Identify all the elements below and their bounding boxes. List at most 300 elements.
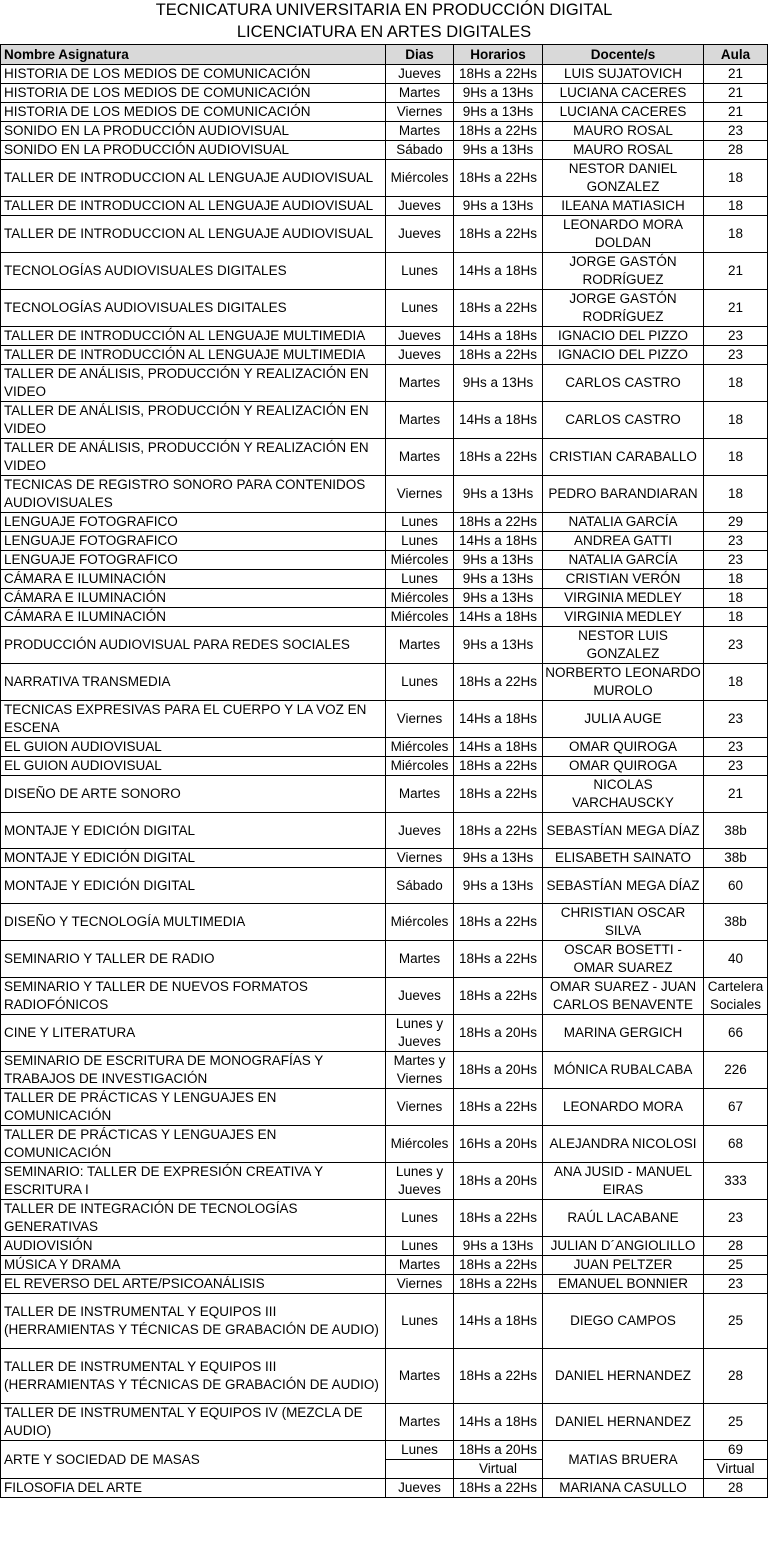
cell-asignatura: EL GUION AUDIOVISUAL (1, 738, 386, 757)
cell-asignatura: DISEÑO DE ARTE SONORO (1, 776, 386, 813)
cell-dias: Jueves (386, 65, 454, 84)
cell-dias: Lunes (386, 290, 454, 327)
cell-docentes: OMAR SUAREZ - JUAN CARLOS BENAVENTE (543, 978, 704, 1015)
cell-docentes: ILEANA MATIASICH (543, 197, 704, 216)
table-row (1, 65, 768, 84)
cell-horarios: 14Hs a 18Hs (454, 608, 543, 627)
cell-docentes: LEONARDO MORA (543, 1089, 704, 1126)
cell-dias: Martes (386, 439, 454, 476)
cell-aula: 23 (704, 1200, 768, 1237)
table-row (1, 1349, 768, 1404)
cell-docentes: MARIANA CASULLO (543, 1479, 704, 1498)
table-row (1, 197, 768, 216)
table-row (1, 1089, 768, 1126)
cell-horarios: 18Hs a 22Hs (454, 1275, 543, 1294)
cell-aula: 18 (704, 197, 768, 216)
cell-horarios: 9Hs a 13Hs (454, 84, 543, 103)
cell-docentes: CARLOS CASTRO (543, 402, 704, 439)
cell-docentes: DANIEL HERNANDEZ (543, 1404, 704, 1441)
header-aula: Aula (704, 45, 768, 65)
table-row (1, 978, 768, 1015)
cell-aula: 25 (704, 1294, 768, 1349)
cell-horarios: 14Hs a 18Hs (454, 532, 543, 551)
cell-asignatura: TALLER DE INTEGRACIÓN DE TECNOLOGÍAS GENERATIVAS (1, 1200, 386, 1237)
cell-asignatura: TECNICAS EXPRESIVAS PARA EL CUERPO Y LA VOZ EN ESCENA (1, 701, 386, 738)
cell-dias: Miércoles (386, 160, 454, 197)
table-row (1, 849, 768, 868)
cell-dias: Lunes (386, 1294, 454, 1349)
cell-docentes: SEBASTÍAN MEGA DÍAZ (543, 813, 704, 849)
cell-asignatura: TALLER DE INTRODUCCION AL LENGUAJE AUDIOVISUAL (1, 216, 386, 253)
cell-dias: Sábado (386, 868, 454, 904)
cell-horarios: 18Hs a 22Hs (454, 776, 543, 813)
cell-horarios: 9Hs a 13Hs (454, 197, 543, 216)
cell-asignatura: CINE Y LITERATURA (1, 1015, 386, 1052)
cell-docentes: VIRGINIA MEDLEY (543, 608, 704, 627)
cell-dias: Martes (386, 941, 454, 978)
cell-aula: 38b (704, 813, 768, 849)
cell-aula: 21 (704, 776, 768, 813)
cell-horarios: 14Hs a 18Hs (454, 402, 543, 439)
cell-aula: 23 (704, 551, 768, 570)
cell-horarios: 18Hs a 22Hs (454, 904, 543, 941)
table-row (1, 122, 768, 141)
cell-horarios: 18Hs a 22Hs (454, 122, 543, 141)
cell-aula: 333 (704, 1163, 768, 1200)
cell-asignatura: FILOSOFIA DEL ARTE (1, 1479, 386, 1498)
cell-dias: Lunes (386, 570, 454, 589)
header-dias: Dias (386, 45, 454, 65)
cell-dias: Jueves (386, 216, 454, 253)
cell-horarios: 18Hs a 22Hs (454, 513, 543, 532)
table-row (1, 365, 768, 402)
table-row (1, 141, 768, 160)
cell-asignatura: TALLER DE INSTRUMENTAL Y EQUIPOS III (HERRAMIENTAS Y TÉCNICAS DE GRABACIÓN DE AUDIO) (1, 1349, 386, 1404)
table-row (1, 1479, 768, 1498)
cell-dias: Martes (386, 402, 454, 439)
cell-docentes: JUAN PELTZER (543, 1256, 704, 1275)
table-row (1, 776, 768, 813)
cell-aula: 40 (704, 941, 768, 978)
cell-dias: Lunes (386, 1237, 454, 1256)
cell-aula: 23 (704, 701, 768, 738)
cell-dias: Miércoles (386, 757, 454, 776)
cell-docentes: NESTOR LUIS GONZALEZ (543, 627, 704, 664)
cell-asignatura: SONIDO EN LA PRODUCCIÓN AUDIOVISUAL (1, 141, 386, 160)
cell-aula: 18 (704, 664, 768, 701)
cell-asignatura: TALLER DE INSTRUMENTAL Y EQUIPOS IV (MEZCLA DE AUDIO) (1, 1404, 386, 1441)
cell-dias: Miércoles (386, 1126, 454, 1163)
cell-horarios: 9Hs a 13Hs (454, 589, 543, 608)
cell-docentes: MAURO ROSAL (543, 122, 704, 141)
table-row (1, 216, 768, 253)
table-row (1, 941, 768, 978)
cell-dias: Lunes (386, 532, 454, 551)
cell-docentes: NATALIA GARCÍA (543, 513, 704, 532)
table-row (1, 84, 768, 103)
cell-dias: Martes (386, 1404, 454, 1441)
cell-aula: 68 (704, 1126, 768, 1163)
table-row (1, 439, 768, 476)
table-row (1, 290, 768, 327)
cell-asignatura: ARTE Y SOCIEDAD DE MASAS (1, 1441, 386, 1479)
cell-dias: Miércoles (386, 608, 454, 627)
cell-aula: 23 (704, 346, 768, 365)
cell-dias: Lunes (386, 1441, 454, 1460)
table-row (1, 664, 768, 701)
cell-horarios: 18Hs a 22Hs (454, 1479, 543, 1498)
cell-dias: Lunes y Jueves (386, 1015, 454, 1052)
cell-dias: Miércoles (386, 904, 454, 941)
cell-asignatura: MONTAJE Y EDICIÓN DIGITAL (1, 813, 386, 849)
cell-docentes: ALEJANDRA NICOLOSI (543, 1126, 704, 1163)
cell-horarios: 18Hs a 22Hs (454, 1349, 543, 1404)
cell-dias: Martes (386, 1256, 454, 1275)
cell-horarios: 18Hs a 22Hs (454, 978, 543, 1015)
cell-aula: 23 (704, 627, 768, 664)
cell-asignatura: TALLER DE INSTRUMENTAL Y EQUIPOS III (HERRAMIENTAS Y TÉCNICAS DE GRABACIÓN DE AUDIO) (1, 1294, 386, 1349)
cell-docentes: NESTOR DANIEL GONZALEZ (543, 160, 704, 197)
cell-aula: 21 (704, 65, 768, 84)
cell-asignatura: MONTAJE Y EDICIÓN DIGITAL (1, 868, 386, 904)
cell-horarios: 9Hs a 13Hs (454, 365, 543, 402)
cell-aula: 25 (704, 1404, 768, 1441)
cell-asignatura: MONTAJE Y EDICIÓN DIGITAL (1, 849, 386, 868)
cell-aula: 23 (704, 1275, 768, 1294)
cell-dias (386, 1460, 454, 1479)
cell-aula: 28 (704, 1237, 768, 1256)
cell-docentes: ELISABETH SAINATO (543, 849, 704, 868)
cell-aula: 18 (704, 439, 768, 476)
cell-asignatura: TALLER DE PRÁCTICAS Y LENGUAJES EN COMUNICACIÓN (1, 1089, 386, 1126)
cell-horarios: 18Hs a 22Hs (454, 65, 543, 84)
cell-asignatura: CÁMARA E ILUMINACIÓN (1, 570, 386, 589)
table-row (1, 253, 768, 290)
cell-docentes: NATALIA GARCÍA (543, 551, 704, 570)
cell-asignatura: LENGUAJE FOTOGRAFICO (1, 513, 386, 532)
title-line-1: TECNICATURA UNIVERSITARIA EN PRODUCCIÓN DIGITAL (155, 1, 613, 19)
table-row (1, 327, 768, 346)
cell-asignatura: LENGUAJE FOTOGRAFICO (1, 532, 386, 551)
cell-horarios: 18Hs a 22Hs (454, 216, 543, 253)
cell-docentes: IGNACIO DEL PIZZO (543, 346, 704, 365)
table-row (1, 1256, 768, 1275)
cell-horarios: 18Hs a 22Hs (454, 1089, 543, 1126)
cell-horarios: 18Hs a 22Hs (454, 941, 543, 978)
cell-asignatura: TALLER DE INTRODUCCION AL LENGUAJE AUDIOVISUAL (1, 160, 386, 197)
cell-asignatura: TALLER DE ANÁLISIS, PRODUCCIÓN Y REALIZACIÓN EN VIDEO (1, 439, 386, 476)
cell-horarios: 9Hs a 13Hs (454, 476, 543, 513)
cell-aula: 18 (704, 402, 768, 439)
cell-asignatura: TALLER DE INTRODUCCION AL LENGUAJE AUDIOVISUAL (1, 197, 386, 216)
cell-horarios: 18Hs a 22Hs (454, 1200, 543, 1237)
table-row (1, 738, 768, 757)
table-row (1, 1237, 768, 1256)
table-row (1, 589, 768, 608)
cell-aula: 28 (704, 141, 768, 160)
cell-dias: Viernes (386, 1275, 454, 1294)
cell-horarios: 18Hs a 20Hs (454, 1163, 543, 1200)
cell-aula: 23 (704, 757, 768, 776)
cell-asignatura: PRODUCCIÓN AUDIOVISUAL PARA REDES SOCIALES (1, 627, 386, 664)
cell-aula: 38b (704, 849, 768, 868)
cell-docentes: PEDRO BARANDIARAN (543, 476, 704, 513)
cell-dias: Jueves (386, 346, 454, 365)
cell-horarios: 18Hs a 22Hs (454, 160, 543, 197)
cell-horarios: 9Hs a 13Hs (454, 627, 543, 664)
cell-asignatura: AUDIOVISIÓN (1, 1237, 386, 1256)
table-row (1, 513, 768, 532)
cell-aula: 18 (704, 570, 768, 589)
cell-aula: 18 (704, 160, 768, 197)
table-row (1, 1163, 768, 1200)
table-row (1, 1294, 768, 1349)
cell-docentes: RAÚL LACABANE (543, 1200, 704, 1237)
cell-aula: Cartelera Sociales (704, 978, 768, 1015)
cell-horarios: 14Hs a 18Hs (454, 253, 543, 290)
cell-dias: Martes y Viernes (386, 1052, 454, 1089)
cell-aula: 29 (704, 513, 768, 532)
table-row (1, 1404, 768, 1441)
cell-docentes: NICOLAS VARCHAUSCKY (543, 776, 704, 813)
table-row (1, 1126, 768, 1163)
cell-dias: Viernes (386, 849, 454, 868)
cell-dias: Jueves (386, 197, 454, 216)
cell-aula: 28 (704, 1479, 768, 1498)
cell-dias: Viernes (386, 476, 454, 513)
table-row (1, 160, 768, 197)
cell-dias: Miércoles (386, 738, 454, 757)
cell-asignatura: EL REVERSO DEL ARTE/PSICOANÁLISIS (1, 1275, 386, 1294)
cell-dias: Viernes (386, 701, 454, 738)
cell-horarios: 14Hs a 18Hs (454, 1404, 543, 1441)
table-row (1, 476, 768, 513)
cell-asignatura: HISTORIA DE LOS MEDIOS DE COMUNICACIÓN (1, 65, 386, 84)
cell-asignatura: TALLER DE INTRODUCCIÓN AL LENGUAJE MULTIMEDIA (1, 327, 386, 346)
cell-docentes: SEBASTÍAN MEGA DÍAZ (543, 868, 704, 904)
cell-dias: Jueves (386, 978, 454, 1015)
cell-asignatura: TECNICAS DE REGISTRO SONORO PARA CONTENIDOS AUDIOVISUALES (1, 476, 386, 513)
cell-dias: Miércoles (386, 551, 454, 570)
cell-asignatura: LENGUAJE FOTOGRAFICO (1, 551, 386, 570)
cell-asignatura: SEMINARIO Y TALLER DE NUEVOS FORMATOS RADIOFÓNICOS (1, 978, 386, 1015)
cell-horarios: 14Hs a 18Hs (454, 738, 543, 757)
cell-horarios: 9Hs a 13Hs (454, 849, 543, 868)
cell-aula: 66 (704, 1015, 768, 1052)
schedule-body (1, 65, 768, 1498)
cell-aula: 23 (704, 122, 768, 141)
cell-asignatura: NARRATIVA TRANSMEDIA (1, 664, 386, 701)
cell-horarios: 18Hs a 22Hs (454, 290, 543, 327)
cell-asignatura: MÚSICA Y DRAMA (1, 1256, 386, 1275)
cell-asignatura: DISEÑO Y TECNOLOGÍA MULTIMEDIA (1, 904, 386, 941)
cell-asignatura: EL GUION AUDIOVISUAL (1, 757, 386, 776)
cell-dias: Martes (386, 84, 454, 103)
cell-aula: 60 (704, 868, 768, 904)
cell-dias: Jueves (386, 327, 454, 346)
cell-dias: Viernes (386, 1089, 454, 1126)
cell-asignatura: TALLER DE INTRODUCCIÓN AL LENGUAJE MULTIMEDIA (1, 346, 386, 365)
cell-asignatura: TALLER DE ANÁLISIS, PRODUCCIÓN Y REALIZACIÓN EN VIDEO (1, 402, 386, 439)
cell-docentes: CRISTIAN CARABALLO (543, 439, 704, 476)
cell-dias: Martes (386, 776, 454, 813)
cell-horarios: 18Hs a 22Hs (454, 346, 543, 365)
cell-dias: Sábado (386, 141, 454, 160)
cell-docentes: MARINA GERGICH (543, 1015, 704, 1052)
cell-dias: Lunes (386, 664, 454, 701)
cell-horarios: 9Hs a 13Hs (454, 868, 543, 904)
cell-horarios: 18Hs a 22Hs (454, 439, 543, 476)
cell-aula: Virtual (704, 1460, 768, 1479)
cell-horarios: 14Hs a 18Hs (454, 327, 543, 346)
cell-docentes: JULIA AUGE (543, 701, 704, 738)
cell-docentes: OMAR QUIROGA (543, 738, 704, 757)
cell-dias: Lunes y Jueves (386, 1163, 454, 1200)
cell-aula: 18 (704, 608, 768, 627)
cell-horarios: 9Hs a 13Hs (454, 551, 543, 570)
table-row (1, 904, 768, 941)
cell-horarios: 14Hs a 18Hs (454, 701, 543, 738)
cell-docentes: DIEGO CAMPOS (543, 1294, 704, 1349)
cell-docentes: CARLOS CASTRO (543, 365, 704, 402)
cell-dias: Martes (386, 627, 454, 664)
cell-horarios: 18Hs a 22Hs (454, 813, 543, 849)
cell-dias: Jueves (386, 1479, 454, 1498)
cell-docentes: MÓNICA RUBALCABA (543, 1052, 704, 1089)
table-row (1, 627, 768, 664)
cell-docentes: MATIAS BRUERA (543, 1441, 704, 1479)
cell-docentes: CRISTIAN VERÓN (543, 570, 704, 589)
table-row (1, 346, 768, 365)
cell-asignatura: SONIDO EN LA PRODUCCIÓN AUDIOVISUAL (1, 122, 386, 141)
cell-aula: 38b (704, 904, 768, 941)
cell-asignatura: SEMINARIO DE ESCRITURA DE MONOGRAFÍAS Y TRABAJOS DE INVESTIGACIÓN (1, 1052, 386, 1089)
cell-aula: 28 (704, 1349, 768, 1404)
table-row (1, 1052, 768, 1089)
cell-dias: Jueves (386, 813, 454, 849)
table-row (1, 868, 768, 904)
cell-horarios: 18Hs a 22Hs (454, 1256, 543, 1275)
cell-docentes: MAURO ROSAL (543, 141, 704, 160)
cell-dias: Lunes (386, 513, 454, 532)
table-row (1, 570, 768, 589)
table-row (1, 103, 768, 122)
cell-asignatura: TECNOLOGÍAS AUDIOVISUALES DIGITALES (1, 290, 386, 327)
cell-docentes: OSCAR BOSETTI - OMAR SUAREZ (543, 941, 704, 978)
cell-docentes: VIRGINIA MEDLEY (543, 589, 704, 608)
table-row (1, 1275, 768, 1294)
cell-docentes: JULIAN D´ANGIOLILLO (543, 1237, 704, 1256)
cell-horarios: 14Hs a 18Hs (454, 1294, 543, 1349)
table-row (1, 701, 768, 738)
cell-horarios: 9Hs a 13Hs (454, 141, 543, 160)
cell-aula: 25 (704, 1256, 768, 1275)
cell-asignatura: TALLER DE ANÁLISIS, PRODUCCIÓN Y REALIZACIÓN EN VIDEO (1, 365, 386, 402)
cell-aula: 69 (704, 1441, 768, 1460)
cell-horarios: 9Hs a 13Hs (454, 1237, 543, 1256)
document-header (0, 0, 768, 44)
cell-horarios: 18Hs a 20Hs (454, 1052, 543, 1089)
header-docentes: Docente/s (543, 45, 704, 65)
cell-dias: Martes (386, 1349, 454, 1404)
cell-dias: Lunes (386, 253, 454, 290)
cell-asignatura: HISTORIA DE LOS MEDIOS DE COMUNICACIÓN (1, 84, 386, 103)
cell-horarios: Virtual (454, 1460, 543, 1479)
cell-horarios: 18Hs a 22Hs (454, 664, 543, 701)
cell-docentes: LUCIANA CACERES (543, 84, 704, 103)
cell-aula: 18 (704, 216, 768, 253)
cell-horarios: 18Hs a 20Hs (454, 1015, 543, 1052)
cell-aula: 23 (704, 532, 768, 551)
cell-asignatura: TALLER DE PRÁCTICAS Y LENGUAJES EN COMUNICACIÓN (1, 1126, 386, 1163)
table-row (1, 1200, 768, 1237)
cell-dias: Miércoles (386, 589, 454, 608)
cell-aula: 67 (704, 1089, 768, 1126)
cell-docentes: ANA JUSID - MANUEL EIRAS (543, 1163, 704, 1200)
cell-docentes: LUIS SUJATOVICH (543, 65, 704, 84)
table-row (1, 757, 768, 776)
cell-docentes: EMANUEL BONNIER (543, 1275, 704, 1294)
cell-asignatura: CÁMARA E ILUMINACIÓN (1, 608, 386, 627)
table-row (1, 608, 768, 627)
cell-dias: Martes (386, 122, 454, 141)
cell-dias: Lunes (386, 1200, 454, 1237)
cell-horarios: 9Hs a 13Hs (454, 570, 543, 589)
cell-aula: 21 (704, 290, 768, 327)
cell-docentes: DANIEL HERNANDEZ (543, 1349, 704, 1404)
cell-docentes: NORBERTO LEONARDO MUROLO (543, 664, 704, 701)
cell-aula: 21 (704, 253, 768, 290)
table-row (1, 532, 768, 551)
cell-horarios: 18Hs a 20Hs (454, 1441, 543, 1460)
cell-dias: Viernes (386, 103, 454, 122)
cell-asignatura: CÁMARA E ILUMINACIÓN (1, 589, 386, 608)
cell-docentes: ANDREA GATTI (543, 532, 704, 551)
cell-docentes: IGNACIO DEL PIZZO (543, 327, 704, 346)
cell-docentes: CHRISTIAN OSCAR SILVA (543, 904, 704, 941)
cell-docentes: JORGE GASTÓN RODRÍGUEZ (543, 290, 704, 327)
cell-aula: 23 (704, 327, 768, 346)
cell-asignatura: SEMINARIO: TALLER DE EXPRESIÓN CREATIVA Y ESCRITURA I (1, 1163, 386, 1200)
cell-aula: 18 (704, 589, 768, 608)
table-row (1, 551, 768, 570)
header-row (1, 45, 768, 65)
cell-horarios: 16Hs a 20Hs (454, 1126, 543, 1163)
title-line-2: LICENCIATURA EN ARTES DIGITALES (236, 23, 532, 41)
cell-docentes: LEONARDO MORA DOLDAN (543, 216, 704, 253)
cell-docentes: LUCIANA CACERES (543, 103, 704, 122)
table-row (1, 402, 768, 439)
header-asignatura: Nombre Asignatura (1, 45, 386, 65)
cell-aula: 18 (704, 365, 768, 402)
cell-asignatura: TECNOLOGÍAS AUDIOVISUALES DIGITALES (1, 253, 386, 290)
cell-aula: 18 (704, 476, 768, 513)
schedule-table (0, 44, 768, 1498)
cell-asignatura: HISTORIA DE LOS MEDIOS DE COMUNICACIÓN (1, 103, 386, 122)
cell-aula: 21 (704, 84, 768, 103)
cell-aula: 226 (704, 1052, 768, 1089)
cell-aula: 21 (704, 103, 768, 122)
cell-dias: Martes (386, 365, 454, 402)
table-row (1, 1015, 768, 1052)
header-horarios: Horarios (454, 45, 543, 65)
table-row (1, 813, 768, 849)
cell-docentes: JORGE GASTÓN RODRÍGUEZ (543, 253, 704, 290)
cell-horarios: 9Hs a 13Hs (454, 103, 543, 122)
cell-aula: 23 (704, 738, 768, 757)
cell-horarios: 18Hs a 22Hs (454, 757, 543, 776)
table-row (1, 1441, 768, 1460)
